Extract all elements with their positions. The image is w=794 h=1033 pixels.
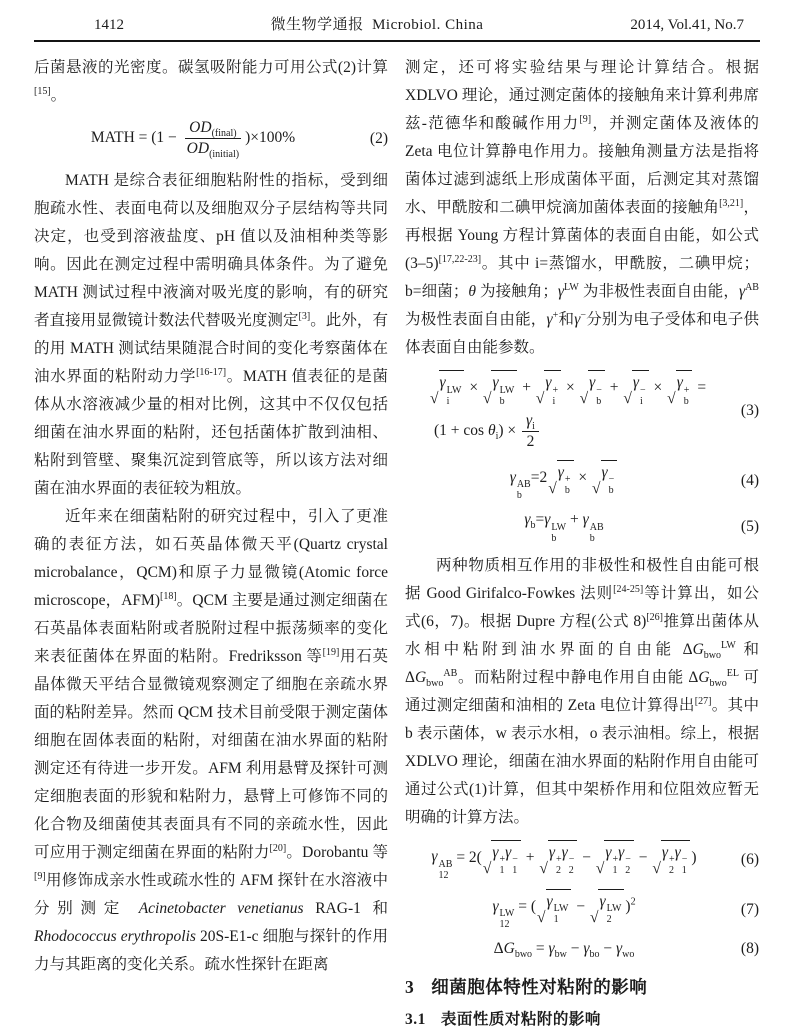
radical: √ γ + b <box>667 370 692 407</box>
math-var: $OD_{(initial)}$ <box>186 140 240 161</box>
section-3-heading <box>405 973 759 1001</box>
math-var: $\theta_i$ <box>487 421 499 442</box>
math-var: γ − 2 <box>618 843 631 877</box>
radical: √ γ LW i <box>430 370 464 407</box>
radical: √ γ LW 1 <box>537 889 571 926</box>
math-var: $\gamma_{wo}$ <box>616 940 635 961</box>
left-column <box>34 54 388 1033</box>
superscript-ref: [3,21] <box>719 197 744 209</box>
math-var: $G_{bwo}$ <box>692 640 722 661</box>
superscript-ref: [17,22-23] <box>438 253 482 265</box>
equation-number: (2) <box>369 129 388 147</box>
fraction: $\frac{\gamma_i}{2}$ <box>522 411 539 452</box>
math-var: γ − i <box>632 374 646 407</box>
math-var: γ − 1 <box>505 843 518 877</box>
math-var: γ − b <box>589 374 602 407</box>
math-var: $\gamma_{bw}$ <box>548 940 567 961</box>
page-header <box>0 0 794 37</box>
radical: √ γ − b <box>592 460 617 497</box>
radical: √ γ + 2 γ − 2 <box>539 840 577 877</box>
math-var: γ AB b <box>582 511 604 544</box>
math-var: γ+ <box>546 309 559 328</box>
radical: √ γ LW 2 <box>590 889 624 926</box>
radical: √ γ − i <box>623 370 648 407</box>
equation-8: $\Delta G_{bwo} = \gamma_{bw} - \gamma_{bo} - \gamma_{wo}$ (8) <box>493 940 759 961</box>
radical: √ γ + i <box>536 370 561 407</box>
right-column <box>405 54 759 1033</box>
section-3-1-number: 3.1 <box>405 1010 426 1028</box>
issue-info: 2014, Vol.41, No.7 <box>630 17 744 33</box>
math-var: γ LW b <box>492 374 515 407</box>
radical: √ γ + b <box>548 460 573 497</box>
math-var: γ + 2 <box>548 843 562 877</box>
equation-4: γ AB b =2 √ γ + b × √ γ − b (4) <box>405 460 759 501</box>
superscript-ref: [15] <box>34 85 51 97</box>
superscript-ref: AB <box>443 667 458 679</box>
equation-6: γ AB 12 = 2( √ γ + 1 γ − 1 + √ γ + 2 γ − 2 − √ γ + 1 γ − 2 − √ γ + 2 γ − 1 ) (6) <box>405 840 759 881</box>
equation-3-line1: √ γ LW i × √ γ LW b + √ γ + i × √ γ − b + √ γ − i × √ γ + b = <box>429 370 706 407</box>
equation-7: γ LW 12 = ( √ γ LW 1 − √ γ LW 2 )$^2$ (7) <box>405 889 759 930</box>
math-var: γ AB b <box>509 468 531 502</box>
superscript-ref: [18] <box>159 591 177 603</box>
equation-3-line2: $(1 + \cos \theta_i)$ × $\frac{\gamma_i}{2}$ <box>434 411 541 452</box>
math-var: γ + b <box>557 463 571 497</box>
math-var: γ + i <box>545 374 559 407</box>
equation-5: $\gamma_b=\gamma$ LW b + γ AB b (5) <box>524 511 759 544</box>
math-var: γ − 1 <box>674 843 688 877</box>
superscript-ref: [3] <box>298 311 311 323</box>
fraction <box>183 118 243 159</box>
math-var: γ − b <box>601 463 615 497</box>
equation-2: MATH = (1 − $\frac{OD_{(final)}}{OD_{(initial)}}$ )×100% (2) <box>90 119 388 161</box>
paragraph-continuation: 后菌悬液的光密度。碳氢吸附能力可用公式(2)计算[15]。 <box>34 59 388 104</box>
superscript-ref: [19] <box>322 647 340 659</box>
math-var: $\gamma_i$ <box>526 411 535 432</box>
equation-3 <box>405 370 759 452</box>
radical: √ γ − b <box>580 370 605 407</box>
superscript-ref: EL <box>726 667 739 679</box>
math-var: $\gamma^{AB}$ <box>738 281 759 300</box>
superscript-ref: [24-25] <box>613 583 644 595</box>
math-var: γ LW 2 <box>599 892 622 926</box>
math-var: $G_{bwo}$ <box>503 940 533 961</box>
superscript-ref: [20] <box>269 843 287 855</box>
radical: √ γ + 2 γ − 1 <box>652 840 690 877</box>
paragraph-qcm-afm: 近年来在细菌粘附的研究过程中，引入了更准确的表征方法，如石英晶体微天平(Quartz crystal microbalance，QCM)和原子力显微镜(Atomic force microscope，AFM)[18]。QCM 主要是通过测定细菌在石英晶体表面粘附或者脱附过程中振荡频率的变化来表征菌体在界面的粘附。Fredriksson 等[19]用石英晶体微天平结合显微镜观察测定了细胞在亲疏水界面的粘附差异。然而 QCM 技术目前受限于测定菌体细胞在固体表面的粘附，对细菌在油水界面的粘附测定还有待进一步开发。AFM 利用悬臂及探针可测定细胞表面的形貌和粘附力，悬臂上可修饰不同的化合物及细菌使其表面具有不同的亲疏水性，因此可应用于测定细菌在界面的粘附力[20]。Dorobantu 等[9]用修饰成亲水性或疏水性的 AFM 探针在水溶液中分别测定 Acinetobacter venetianus RAG-1 和 Rhodococcus erythropolis 20S-E1-c 细胞与探针的作用力与其距离的变化关系。疏水性探针在距离 <box>34 508 388 974</box>
math-var: $\gamma^{LW}$ <box>557 281 579 300</box>
math-var: γ + b <box>676 374 690 407</box>
page-number: 1412 <box>94 17 124 33</box>
radical: √ γ LW b <box>483 370 517 407</box>
math-var: γ− <box>574 309 586 328</box>
math-var: γ LW i <box>439 374 462 407</box>
paragraph-xdlvo: 测定，还可将实验结果与理论计算结合。根据 XDLVO 理论，通过测定菌体的接触角来计算利弗席兹-范德华和酸碱作用力[9]，并测定菌体及液体的 Zeta 电位计算静电作用力。接触角测量方法是指将菌体过滤到滤纸上形成菌体平面，后测定其对蒸馏水、甲酰胺和二碘甲烷滴加菌体表面的接触角[3,21]，再根据 Young 方程计算菌体的表面自由能，如公式(3–5)[17,22-23]。其中 i=蒸馏水，甲酰胺，二碘甲烷；b=细菌；θ 为接触角；$\gamma^{LW}$ 为非极性表面自由能，$\gamma^{AB}$ 为极性表面自由能，γ+和γ−分别为电子受体和电子供体表面自由能参数。 <box>405 59 759 356</box>
journal-title-en: Microbiol. China <box>372 17 484 33</box>
superscript-ref: [16-17] <box>196 367 227 379</box>
journal-title-cn: 微生物学通报 <box>270 17 364 33</box>
radical: √ γ + 1 γ − 1 <box>483 840 521 877</box>
math-var: γ LW b <box>544 511 567 544</box>
math-var: γ + 1 <box>605 843 619 877</box>
superscript-ref: 2 <box>630 896 636 908</box>
equation-number: (8) <box>740 940 759 958</box>
superscript-ref: LW <box>721 639 736 651</box>
math-var: γ LW 12 <box>492 897 515 931</box>
italic-text: θ <box>468 283 476 300</box>
journal-title <box>196 13 558 34</box>
paragraph-math-index: MATH 是综合表征细胞粘附性的指标，受到细胞疏水性、表面电荷以及细胞双分子层结构等共同决定，也受到溶液盐度、pH 值以及油相种类等影响。因此在测定过程中需明确具体条件。为了避免 MATH 测试过程中液滴对吸光度的影响，有的研究者直接用显微镜计数法代替吸光度测定[3]。此外，有的用 MATH 测试结果随混合时间的变化考察菌体在油水界面的粘附动力学[16-17]。MATH 值表征的是菌体从水溶液减少量的相对比例，这其中不仅仅包括细菌在油水界面的粘附，还包括菌体扩散到油相、粘附到管壁、聚集沉淀到管底等，所以该方法对细菌在油水界面的表征较为粗放。 <box>34 172 388 498</box>
math-var: $\gamma_b$ <box>524 511 536 532</box>
italic-text: Rhodococcus erythropolis <box>34 928 196 946</box>
math-var: γ + 2 <box>661 843 675 877</box>
math-var: $G_{bwo}$ <box>698 668 727 689</box>
superscript-ref: [9] <box>579 113 592 125</box>
math-var: γ AB 12 <box>431 848 453 881</box>
equation-number: (6) <box>740 851 759 869</box>
math-var: γ + 1 <box>492 843 506 877</box>
equation-number: (3) <box>740 402 759 420</box>
math-var: $OD_{(final)}$ <box>189 119 237 140</box>
section-3-number: 3 <box>405 976 415 997</box>
math-var: γ LW 1 <box>546 892 569 926</box>
math-var: $\gamma_{bo}$ <box>583 940 600 961</box>
equation-number: (5) <box>740 517 759 535</box>
radical: √ γ + 1 γ − 2 <box>596 840 634 877</box>
italic-text: Acinetobacter venetianus <box>138 900 304 918</box>
section-3-title: 细菌胞体特性对粘附的影响 <box>431 976 648 997</box>
superscript-ref: [9] <box>34 871 46 883</box>
equation-number: (7) <box>740 900 759 918</box>
section-3-1-heading <box>405 1008 759 1033</box>
paragraph-free-energy: 两种物质相互作用的非极性和极性自由能可根据 Good Girifalco-Fowkes 法则[24-25]等计算出，如公式(6，7)。根据 Dupre 方程(公式 8)[26]推算出菌体从水相中粘附到油水界面的自由能 $\Delta G_{bwo}^{LW}$ 和 $\Delta G_{bwo}^{AB}$。而粘附过程中静电作用自由能 $\Delta G_{bwo}^{EL}$ 可通过测定细菌和油相的 Zeta 电位计算得出[27]。其中 b 表示菌体，w 表示水相，o 表示油相。综上，根据 XDLVO 理论，细菌在油水界面的粘附作用自由能可通过公式(1)计算，但其中架桥作用和位阻效应暂无明确的计算方法。 <box>405 556 759 826</box>
section-3-1-title: 表面性质对粘附的影响 <box>440 1010 601 1028</box>
page-body <box>0 42 794 1033</box>
math-var: γ − 2 <box>561 843 575 877</box>
math-var: $G_{bwo}$ <box>414 668 444 689</box>
superscript-ref: [26] <box>646 611 663 623</box>
superscript-ref: [27] <box>694 695 712 707</box>
equation-number: (4) <box>740 471 759 489</box>
